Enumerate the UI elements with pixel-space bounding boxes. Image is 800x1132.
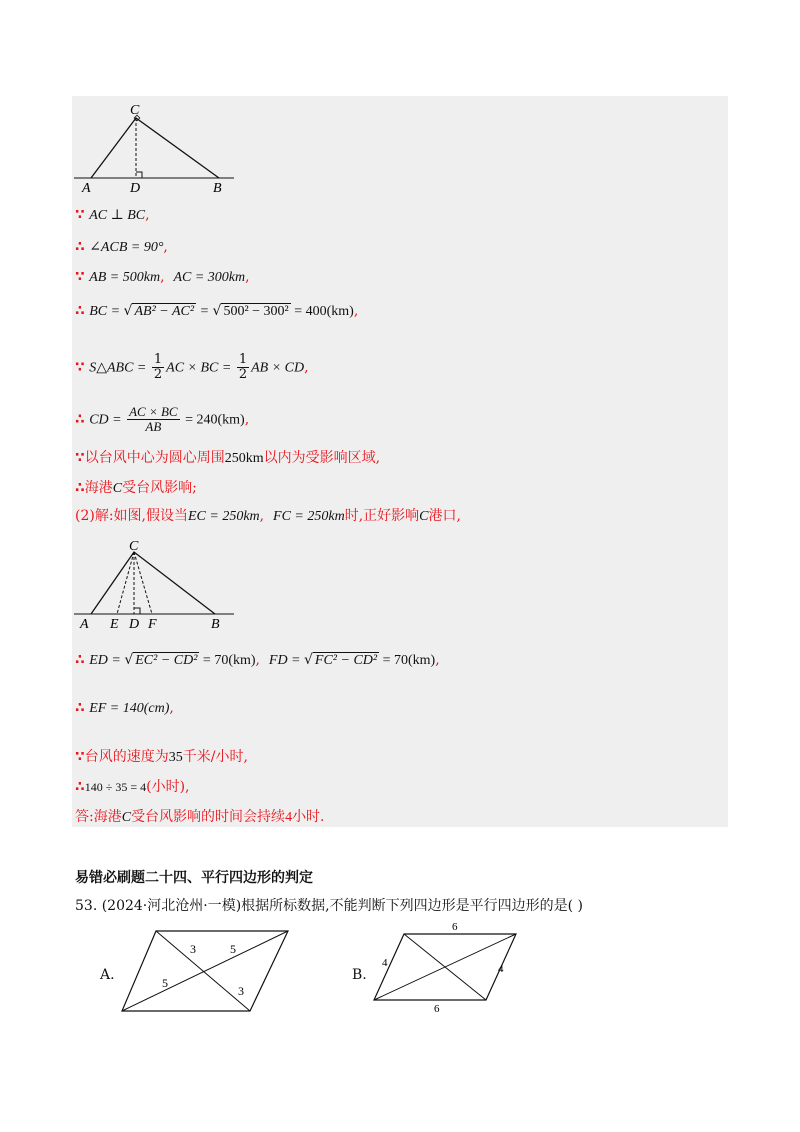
option-a-num-3: 5 xyxy=(162,976,168,990)
option-b-num-right: 4 xyxy=(498,963,504,975)
section-title: 易错必刷题二十四、平行四边形的判定 xyxy=(75,870,313,886)
step-4: ∴ BC = √ AB² − AC² = √ 500² − 300² = 400(km), xyxy=(75,303,359,319)
question-53: 53. (2024·河北沧州·一模)根据所标数据,不能判断下列四边形是平行四边形的是( ) xyxy=(75,898,583,914)
label-d: D xyxy=(129,617,140,632)
step-7: ∵以台风中心为圆心周围250km以内为受影响区域, xyxy=(75,450,381,466)
option-b-label: B. xyxy=(352,967,367,983)
label-a: A xyxy=(80,617,89,632)
label-c: C xyxy=(129,539,139,554)
label-e: E xyxy=(110,617,119,632)
label-b: B xyxy=(211,617,220,632)
step-12: ∵台风的速度为35千米/小时, xyxy=(75,749,248,765)
option-a-num-2: 5 xyxy=(230,942,236,956)
label-a: A xyxy=(82,181,91,196)
step-9: (2)解:如图,假设当EC = 250km, FC = 250km时,正好影响C港口, xyxy=(75,508,461,524)
step-6: ∴ CD = $\frac{AC \times BC}{AB}$ = 240(km), xyxy=(75,404,250,434)
step-10: ∴ ED = √ EC² − CD² = 70(km), FD = √ FC² − CD² = 70(km), xyxy=(75,652,440,668)
step-2: ∴ ∠ACB = 90°, xyxy=(75,239,168,255)
step-1: ∵ AC ⊥ BC, xyxy=(75,207,150,223)
step-11: ∴ EF = 140(cm), xyxy=(75,700,174,716)
label-f: F xyxy=(148,617,157,632)
label-c: C xyxy=(130,103,140,118)
label-d: D xyxy=(130,181,141,196)
option-a-figure xyxy=(118,925,298,1017)
triangle-figure-1 xyxy=(72,96,252,196)
triangle-figure-2 xyxy=(72,536,252,636)
option-b-figure xyxy=(368,920,528,1012)
step-14: 答:海港C受台风影响的时间会持续4小时. xyxy=(75,809,325,825)
option-a-label: A. xyxy=(100,967,115,983)
option-b-num-bottom: 6 xyxy=(434,1003,440,1012)
step-5: ∵ S△ABC = $\frac{1}{2}$ AC × BC = $\frac{1}{2}$ AB × CD, xyxy=(75,352,309,382)
option-a-num-1: 3 xyxy=(190,942,196,956)
label-b: B xyxy=(213,181,222,196)
step-3: ∵ AB = 500km, AC = 300km, xyxy=(75,269,250,285)
step-8: ∴海港C受台风影响; xyxy=(75,480,197,496)
step-13: ∴140 ÷ 35 = 4(小时), xyxy=(75,779,190,795)
option-a-num-4: 3 xyxy=(238,984,244,998)
option-b-num-top: 6 xyxy=(452,921,458,933)
option-b-num-left: 4 xyxy=(382,957,388,969)
